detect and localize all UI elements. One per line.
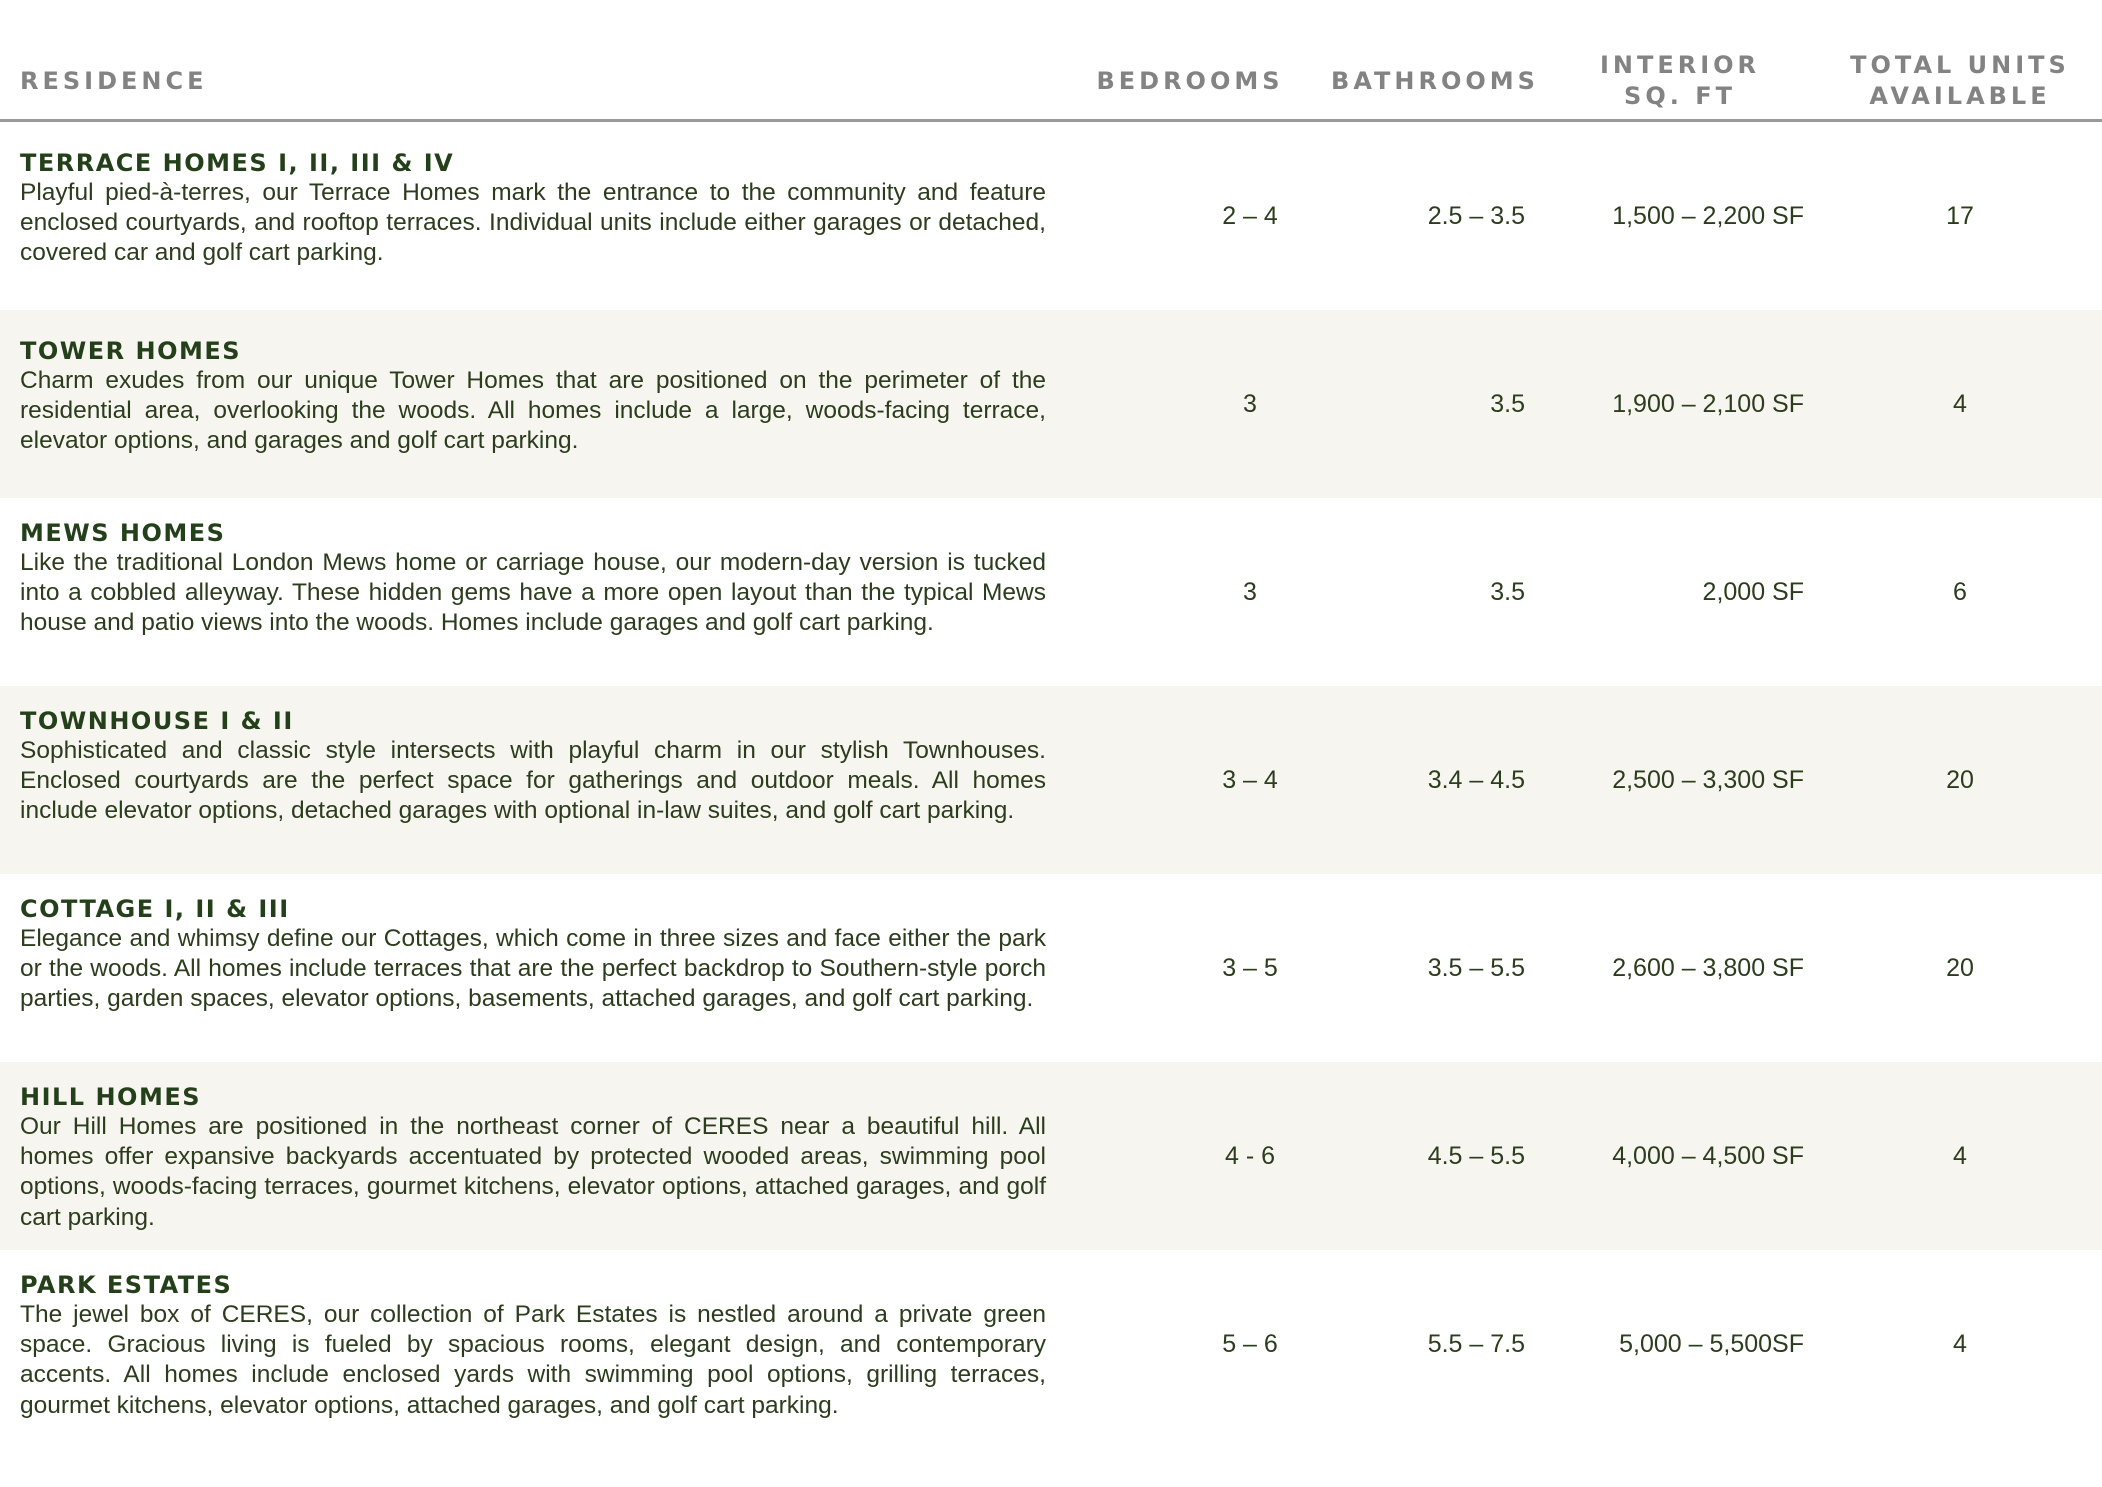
residence-cell (20, 518, 1046, 639)
residence-description: The jewel box of CERES, our collection of Park Estates is nestled around a private green space. Gracious living is fueled by spacious rooms, elegant design, and contemporary accents. All homes include enclosed yards with swimming pool options, grilling terraces, gourmet kitchens, elevator options, attached garages, and golf cart parking. (20, 1301, 1046, 1419)
sqft-value: 5,000 – 5,500SF (1619, 1330, 1804, 1358)
residence-name: HILL HOMES (20, 1083, 202, 1111)
header-units-line1: TOTAL UNITS (1850, 51, 2070, 79)
residence-cell (20, 148, 1046, 269)
bedrooms-value: 2 – 4 (1222, 202, 1278, 230)
sqft-value: 1,900 – 2,100 SF (1612, 390, 1804, 418)
bedrooms-value: 3 – 5 (1222, 954, 1278, 982)
bathrooms-value: 3.5 (1490, 390, 1525, 418)
residence-name: TERRACE HOMES I, II, III & IV (20, 149, 455, 177)
header-sqft-line1: INTERIOR (1599, 51, 1761, 79)
residence-name: TOWNHOUSE I & II (20, 707, 294, 735)
sqft-value: 4,000 – 4,500 SF (1612, 1142, 1804, 1170)
units-value: 20 (1946, 766, 1974, 794)
table-row (0, 498, 2102, 686)
residence-cell (20, 894, 1046, 1015)
table-row (0, 122, 2102, 310)
units-value: 6 (1953, 578, 1967, 606)
table-row (0, 1250, 2102, 1438)
bedrooms-value: 5 – 6 (1222, 1330, 1278, 1358)
table-row (0, 686, 2102, 874)
header-interior-sq-ft (1560, 50, 1800, 112)
residence-name: PARK ESTATES (20, 1271, 233, 1299)
sqft-value: 2,600 – 3,800 SF (1612, 954, 1804, 982)
residence-description: Playful pied-à-terres, our Terrace Homes mark the entrance to the community and feature enclosed courtyards, and rooftop terraces. Individual units include either garages or detached, covered car and golf cart parking. (20, 179, 1046, 267)
residence-name: TOWER HOMES (20, 337, 242, 365)
units-value: 4 (1953, 390, 1967, 418)
header-bathrooms: BATHROOMS (1331, 67, 1539, 95)
bathrooms-value: 5.5 – 7.5 (1427, 1330, 1525, 1358)
bedrooms-value: 3 (1243, 578, 1257, 606)
residence-cell (20, 1082, 1046, 1233)
header-sqft-line2: SQ. FT (1624, 82, 1736, 110)
header-total-units-available (1810, 50, 2102, 112)
units-value: 17 (1946, 202, 1974, 230)
residence-description: Sophisticated and classic style intersects with playful charm in our stylish Townhouses. Enclosed courtyards are the perfect space for gatherings and outdoor meals. All homes include elevator options, detached garages with optional in-law suites, and golf cart parking. (20, 737, 1046, 825)
header-units-line2: AVAILABLE (1869, 82, 2051, 110)
table-row (0, 1062, 2102, 1250)
bedrooms-value: 4 - 6 (1224, 1142, 1276, 1170)
residence-cell (20, 1270, 1046, 1421)
units-value: 4 (1953, 1330, 1967, 1358)
header-bedrooms: BEDROOMS (1096, 67, 1284, 95)
bedrooms-value: 3 (1243, 390, 1257, 418)
bathrooms-value: 2.5 – 3.5 (1427, 202, 1525, 230)
residence-description: Charm exudes from our unique Tower Homes that are positioned on the perimeter of the residential area, overlooking the woods. All homes include a large, woods-facing terrace, elevator options, and garages and golf cart parking. (20, 367, 1046, 455)
units-value: 20 (1946, 954, 1974, 982)
header-residence: RESIDENCE (20, 67, 208, 95)
residence-description: Our Hill Homes are positioned in the northeast corner of CERES near a beautiful hill. All homes offer expansive backyards accentuated by protected wooded areas, swimming pool options, woods-facing terraces, gourmet kitchens, elevator options, attached garages, and golf cart parking. (20, 1113, 1046, 1231)
residence-cell (20, 706, 1046, 827)
residence-description: Elegance and whimsy define our Cottages, which come in three sizes and face either the park or the woods. All homes include terraces that are the perfect backdrop to Southern-style porch parties, garden spaces, elevator options, basements, attached garages, and golf cart parking. (20, 925, 1046, 1013)
residence-name: COTTAGE I, II & III (20, 895, 290, 923)
residence-description: Like the traditional London Mews home or carriage house, our modern-day version is tucked into a cobbled alleyway. These hidden gems have a more open layout than the typical Mews house and patio views into the woods. Homes include garages and golf cart parking. (20, 549, 1046, 637)
units-value: 4 (1953, 1142, 1967, 1170)
table-header (0, 40, 2102, 122)
bathrooms-value: 3.4 – 4.5 (1427, 766, 1525, 794)
bathrooms-value: 3.5 – 5.5 (1427, 954, 1525, 982)
bedrooms-value: 3 – 4 (1222, 766, 1278, 794)
sqft-value: 1,500 – 2,200 SF (1612, 202, 1804, 230)
residence-cell (20, 336, 1046, 457)
bathrooms-value: 4.5 – 5.5 (1427, 1142, 1525, 1170)
residence-name: MEWS HOMES (20, 519, 226, 547)
bathrooms-value: 3.5 (1490, 578, 1525, 606)
table-row (0, 874, 2102, 1062)
table-row (0, 310, 2102, 498)
sqft-value: 2,500 – 3,300 SF (1612, 766, 1804, 794)
sqft-value: 2,000 SF (1702, 578, 1804, 606)
